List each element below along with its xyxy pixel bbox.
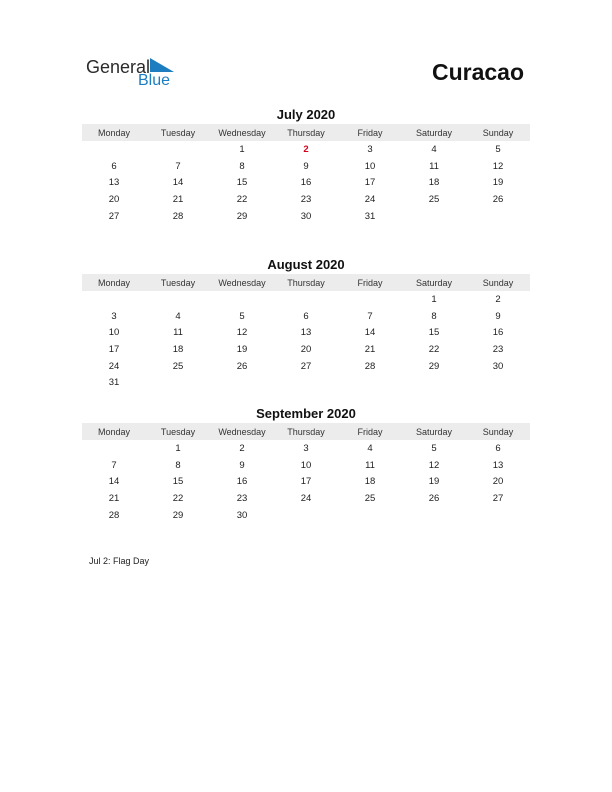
day-cell: 7 — [111, 459, 117, 471]
day-cell: 29 — [236, 210, 248, 222]
day-cell: 7 — [367, 310, 373, 322]
day-cell: 19 — [236, 343, 248, 355]
day-cell: 10 — [108, 327, 120, 339]
day-cell: 3 — [367, 143, 373, 155]
day-cell: 27 — [108, 210, 120, 222]
weekday-header — [82, 423, 530, 440]
day-cell: 18 — [172, 343, 184, 355]
week-row — [82, 523, 530, 540]
week-row — [82, 457, 530, 474]
day-cell: 24 — [300, 492, 312, 504]
day-cell: 20 — [492, 476, 504, 488]
day-cell: 31 — [108, 377, 120, 389]
weekday-label: Sunday — [482, 426, 514, 437]
day-cell: 22 — [236, 193, 248, 205]
day-cell: 28 — [364, 360, 376, 372]
day-cell: 5 — [495, 143, 501, 155]
week-row — [82, 291, 530, 308]
week-row — [82, 141, 530, 158]
day-cell: 15 — [236, 177, 248, 189]
week-row — [82, 174, 530, 191]
day-cell: 30 — [236, 509, 248, 521]
day-cell: 13 — [492, 459, 504, 471]
general-blue-logo — [86, 56, 186, 92]
month-july — [82, 106, 530, 241]
weekday-label: Sunday — [482, 277, 514, 288]
weekday-label: Friday — [357, 127, 383, 138]
day-cell: 16 — [492, 327, 504, 339]
day-cell: 9 — [495, 310, 501, 322]
day-cell: 13 — [108, 177, 120, 189]
day-cell: 1 — [175, 442, 181, 454]
day-cell: 12 — [492, 160, 504, 172]
day-cell: 26 — [236, 360, 248, 372]
weekday-label: Saturday — [415, 277, 453, 288]
month-grid — [82, 440, 530, 540]
day-cell: 19 — [492, 177, 504, 189]
day-cell: 28 — [108, 509, 120, 521]
day-cell: 30 — [492, 360, 504, 372]
holiday-day-cell: 2 — [303, 143, 309, 155]
day-cell: 11 — [365, 459, 375, 471]
day-cell: 16 — [300, 177, 312, 189]
day-cell: 17 — [364, 177, 376, 189]
weekday-label: Monday — [97, 277, 131, 288]
day-cell: 5 — [239, 310, 245, 322]
month-august — [82, 256, 530, 391]
day-cell: 4 — [431, 143, 437, 155]
weekday-label: Wednesday — [218, 277, 266, 288]
day-cell: 1 — [239, 143, 245, 155]
weekday-label: Wednesday — [218, 426, 266, 437]
weekday-label: Friday — [357, 426, 383, 437]
week-row — [82, 208, 530, 225]
weekday-label: Thursday — [287, 426, 325, 437]
day-cell: 14 — [364, 327, 376, 339]
day-cell: 29 — [428, 360, 440, 372]
weekday-label: Tuesday — [160, 127, 196, 138]
day-cell: 28 — [172, 210, 184, 222]
week-row — [82, 507, 530, 524]
day-cell: 3 — [111, 310, 117, 322]
day-cell: 31 — [364, 210, 376, 222]
day-cell: 25 — [172, 360, 184, 372]
day-cell: 16 — [236, 476, 248, 488]
weekday-label: Monday — [97, 426, 131, 437]
day-cell: 14 — [172, 177, 184, 189]
day-cell: 3 — [303, 442, 309, 454]
week-row — [82, 224, 530, 241]
day-cell: 21 — [172, 193, 184, 205]
day-cell: 20 — [108, 193, 120, 205]
day-cell: 1 — [431, 293, 437, 305]
day-cell: 17 — [300, 476, 312, 488]
day-cell: 20 — [300, 343, 312, 355]
day-cell: 10 — [364, 160, 376, 172]
month-title: July 2020 — [276, 107, 336, 122]
weekday-label: Thursday — [287, 127, 325, 138]
day-cell: 8 — [239, 160, 245, 172]
day-cell: 4 — [175, 310, 181, 322]
day-cell: 23 — [300, 193, 312, 205]
day-cell: 26 — [492, 193, 504, 205]
weekday-label: Wednesday — [218, 127, 266, 138]
day-cell: 11 — [173, 327, 183, 339]
logo-general-text: General — [86, 57, 151, 77]
day-cell: 30 — [300, 210, 312, 222]
day-cell: 29 — [172, 509, 184, 521]
day-cell: 19 — [428, 476, 440, 488]
day-cell: 7 — [175, 160, 181, 172]
weekday-label: Monday — [97, 127, 131, 138]
day-cell: 8 — [431, 310, 437, 322]
day-cell: 24 — [108, 360, 120, 372]
day-cell: 9 — [239, 459, 245, 471]
weekday-label: Sunday — [482, 127, 514, 138]
weekday-label: Tuesday — [160, 426, 196, 437]
week-row — [82, 191, 530, 208]
day-cell: 4 — [367, 442, 373, 454]
weekday-header — [82, 124, 530, 141]
day-cell: 23 — [236, 492, 248, 504]
day-cell: 12 — [236, 327, 248, 339]
day-cell: 5 — [431, 442, 437, 454]
day-cell: 18 — [364, 476, 376, 488]
day-cell: 2 — [495, 293, 501, 305]
day-cell: 15 — [172, 476, 184, 488]
day-cell: 21 — [108, 492, 120, 504]
week-row — [82, 324, 530, 341]
day-cell: 27 — [492, 492, 504, 504]
week-row — [82, 358, 530, 375]
day-cell: 18 — [428, 177, 440, 189]
day-cell: 26 — [428, 492, 440, 504]
day-cell: 8 — [175, 459, 181, 471]
day-cell: 6 — [495, 442, 501, 454]
weekday-label: Thursday — [287, 277, 325, 288]
week-row — [82, 490, 530, 507]
holiday-note: Jul 2: Flag Day — [89, 556, 150, 566]
day-cell: 6 — [303, 310, 309, 322]
day-cell: 23 — [492, 343, 504, 355]
day-cell: 21 — [364, 343, 376, 355]
day-cell: 2 — [239, 442, 245, 454]
logo-blue-text: Blue — [138, 72, 171, 89]
day-cell: 24 — [364, 193, 376, 205]
country-title: Curacao — [431, 59, 524, 85]
day-cell: 14 — [108, 476, 120, 488]
day-cell: 25 — [428, 193, 440, 205]
day-cell: 17 — [108, 343, 120, 355]
day-cell: 9 — [303, 160, 309, 172]
month-title: September 2020 — [256, 406, 356, 421]
weekday-header — [82, 274, 530, 291]
month-grid — [82, 291, 530, 391]
day-cell: 6 — [111, 160, 117, 172]
weekday-label: Friday — [357, 277, 383, 288]
week-row — [82, 158, 530, 175]
day-cell: 13 — [300, 327, 312, 339]
month-grid — [82, 141, 530, 241]
holiday-notes — [89, 556, 149, 566]
day-cell: 15 — [428, 327, 440, 339]
day-cell: 10 — [300, 459, 312, 471]
weekday-label: Saturday — [415, 127, 453, 138]
week-row — [82, 374, 530, 391]
day-cell: 12 — [428, 459, 440, 471]
week-row — [82, 341, 530, 358]
week-row — [82, 473, 530, 490]
weekday-label: Tuesday — [160, 277, 196, 288]
month-title: August 2020 — [267, 257, 345, 272]
day-cell: 27 — [300, 360, 312, 372]
day-cell: 25 — [364, 492, 376, 504]
weekday-label: Saturday — [415, 426, 453, 437]
week-row — [82, 440, 530, 457]
month-september — [82, 405, 530, 540]
day-cell: 22 — [172, 492, 184, 504]
week-row — [82, 308, 530, 325]
day-cell: 22 — [428, 343, 440, 355]
day-cell: 11 — [429, 160, 439, 172]
